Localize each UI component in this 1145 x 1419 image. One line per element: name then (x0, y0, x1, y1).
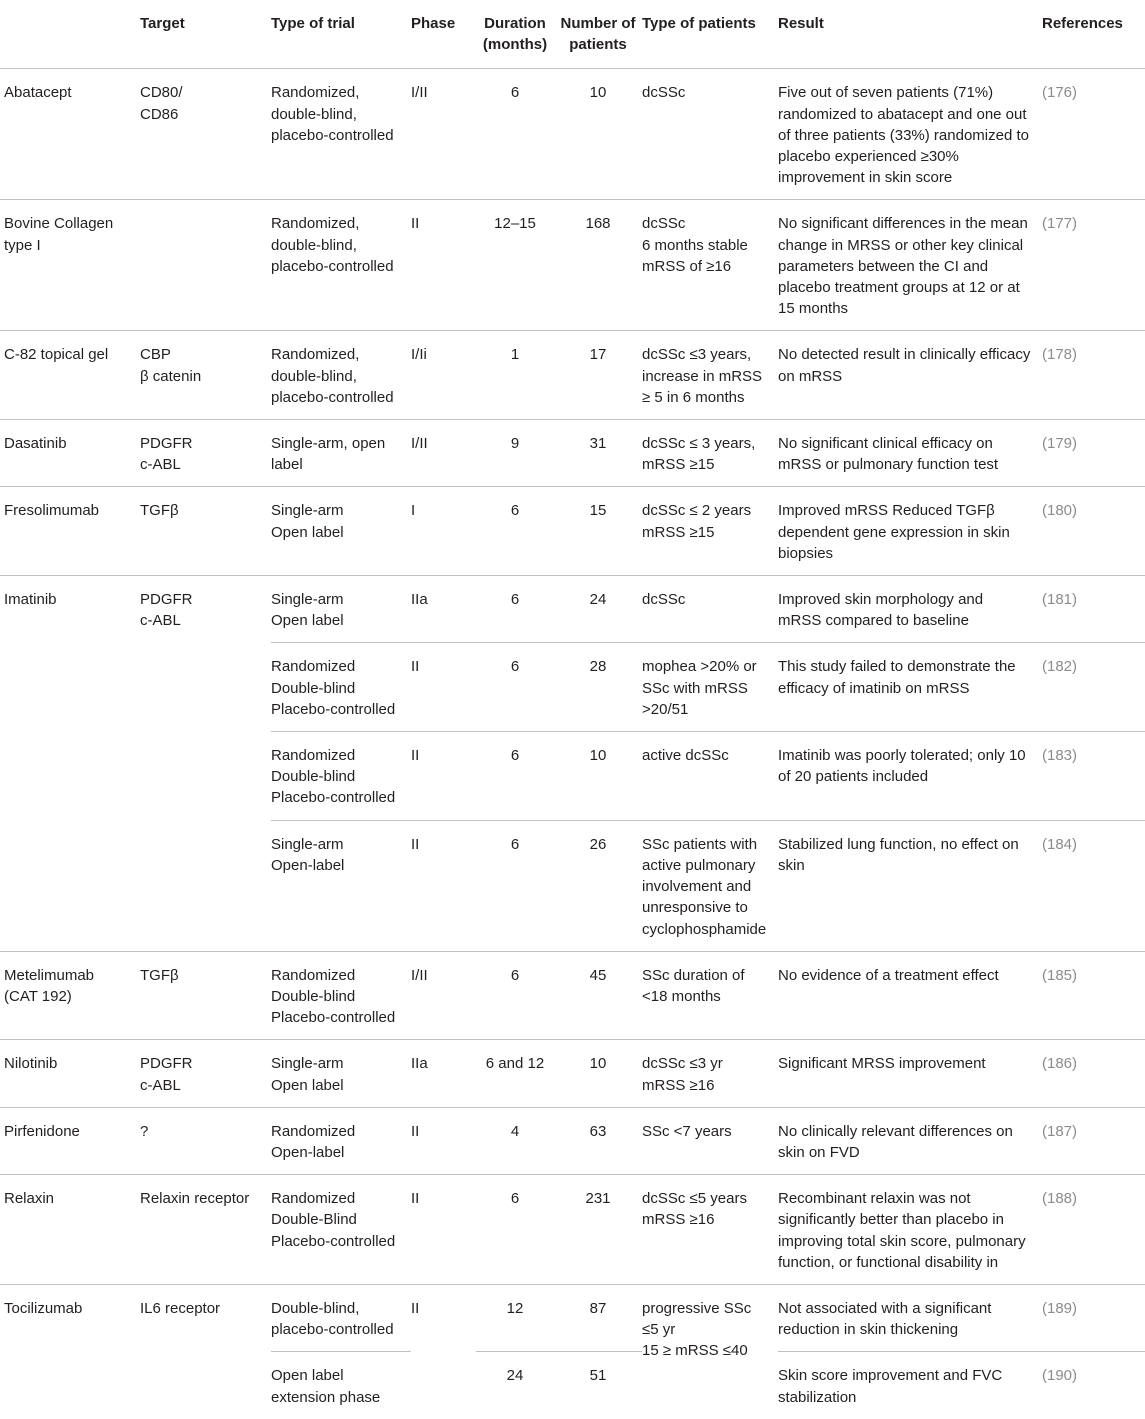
patient-type: dcSSc ≤3 yr mRSS ≥16 (642, 1040, 778, 1107)
trial-type: Open label extension phase (271, 1367, 381, 1406)
result: No evidence of a treatment effect (778, 951, 1042, 1040)
header-patient-type: Type of patients (642, 0, 778, 69)
duration: 6 (476, 951, 554, 1040)
duration: 24 (506, 1367, 524, 1385)
reference-link[interactable]: (184) (1042, 820, 1145, 951)
header-drug (0, 0, 136, 69)
target: TGFβ (136, 951, 271, 1040)
duration: 1 (476, 331, 554, 420)
patient-count: 10 (554, 732, 642, 821)
patient-type: dcSSc ≤5 years mRSS ≥16 (642, 1175, 778, 1285)
reference-link[interactable]: (188) (1042, 1175, 1145, 1285)
drug-name: Pirfenidone (0, 1107, 136, 1174)
duration: 12–15 (476, 200, 554, 331)
duration: 6 (476, 732, 554, 821)
reference-link[interactable]: (177) (1042, 200, 1145, 331)
result: Improved skin morphology and mRSS compared to baseline (778, 576, 1042, 643)
reference-link[interactable]: (185) (1042, 951, 1145, 1040)
patient-count: 10 (554, 69, 642, 200)
drug-name: C-82 topical gel (0, 331, 136, 420)
trial-type: Randomized Double-blind Placebo-controlled (271, 643, 411, 732)
duration: 6 (476, 576, 554, 643)
header-phase: Phase (411, 0, 476, 69)
table-row (0, 1284, 1145, 1351)
trial-type: Randomized Double-blind Placebo-controlled (271, 951, 411, 1040)
patient-type: SSc <7 years (642, 1107, 778, 1174)
phase: II (411, 732, 476, 821)
target: TGFβ (136, 487, 271, 576)
result: Skin score improvement and FVC stabilization (778, 1367, 1003, 1406)
patient-count: 45 (554, 951, 642, 1040)
phase: IIa (411, 1040, 476, 1107)
phase: I/II (411, 420, 476, 487)
patient-type: dcSSc ≤ 3 years, mRSS ≥15 (642, 420, 778, 487)
patient-count: 63 (554, 1107, 642, 1174)
patient-count: 51 (589, 1367, 607, 1385)
phase: IIa (411, 576, 476, 643)
patient-type: mophea >20% or SSc with mRSS >20/51 (642, 643, 778, 732)
patient-count: 10 (554, 1040, 642, 1107)
reference-link[interactable]: (183) (1042, 732, 1145, 821)
header-row (0, 0, 1145, 69)
result: No clinically relevant differences on skin on FVD (778, 1107, 1042, 1174)
duration: 9 (476, 420, 554, 487)
header-target: Target (136, 0, 271, 69)
target: PDGFR c-ABL (136, 576, 271, 952)
trial-type: Single-arm Open-label (271, 820, 411, 951)
phase: I/Ii (411, 331, 476, 420)
phase: II (411, 1299, 420, 1317)
target: CD80/ CD86 (136, 69, 271, 200)
result: No significant differences in the mean change in MRSS or other key clinical parameters between the CI and placebo treatment groups at 12 or at 15 months (778, 200, 1042, 331)
reference-link[interactable]: (181) (1042, 576, 1145, 643)
drug-name: Bovine Collagen type I (0, 200, 136, 331)
phase: II (411, 820, 476, 951)
table-row (0, 1175, 1145, 1285)
trial-type: Randomized, double-blind, placebo-controlled (271, 200, 411, 331)
trial-type: Randomized Double-blind Placebo-controlled (271, 732, 411, 821)
target: IL6 receptor (140, 1299, 221, 1317)
header-patient-count: Number of patients (554, 0, 642, 69)
result: No detected result in clinically efficacy on mRSS (778, 331, 1042, 420)
duration: 6 (476, 643, 554, 732)
reference-link[interactable]: (189) (1042, 1284, 1145, 1351)
phase: I/II (411, 69, 476, 200)
result: Improved mRSS Reduced TGFβ dependent gene expression in skin biopsies (778, 487, 1042, 576)
phase: I/II (411, 951, 476, 1040)
trial-type: Single-arm Open label (271, 576, 411, 643)
phase: II (411, 643, 476, 732)
target: PDGFR c-ABL (136, 420, 271, 487)
patient-type: SSc patients with active pulmonary involvement and unresponsive to cyclophosphamide (642, 820, 778, 951)
trial-type: Single-arm Open label (271, 487, 411, 576)
table-row (0, 69, 1145, 200)
header-trial-type: Type of trial (271, 0, 411, 69)
drug-name: Metelimumab (CAT 192) (0, 951, 136, 1040)
target: Relaxin receptor (136, 1175, 271, 1285)
table-row (0, 420, 1145, 487)
patient-type: dcSSc 6 months stable mRSS of ≥16 (642, 200, 778, 331)
patient-count: 231 (554, 1175, 642, 1285)
reference-link[interactable]: (190) (1042, 1367, 1078, 1385)
duration: 6 (476, 69, 554, 200)
header-references: References (1042, 0, 1145, 69)
patient-type: SSc duration of <18 months (642, 951, 778, 1040)
duration: 12 (476, 1284, 554, 1351)
trial-type: Single-arm, open label (271, 420, 411, 487)
trial-type: Double-blind, placebo-controlled (271, 1284, 411, 1351)
result: Recombinant relaxin was not significantly better than placebo in improving total skin score, pulmonary function, or functional disability in (778, 1175, 1042, 1285)
patient-type: active dcSSc (642, 732, 778, 821)
patient-count: 87 (554, 1284, 642, 1351)
target: CBP β catenin (136, 331, 271, 420)
patient-type: dcSSc (642, 69, 778, 200)
table-row (0, 331, 1145, 420)
header-result: Result (778, 0, 1042, 69)
drug-name: Fresolimumab (0, 487, 136, 576)
duration: 4 (476, 1107, 554, 1174)
drug-name: Abatacept (0, 69, 136, 200)
result: Imatinib was poorly tolerated; only 10 of 20 patients included (778, 732, 1042, 821)
target: ? (136, 1107, 271, 1174)
patient-count: 17 (554, 331, 642, 420)
duration: 6 (476, 1175, 554, 1285)
phase: II (411, 1175, 476, 1285)
result: Five out of seven patients (71%) randomized to abatacept and one out of three patients (33%) randomized to placebo experienced ≥30% improvement in skin score (778, 69, 1042, 200)
trial-type: Randomized, double-blind, placebo-controlled (271, 69, 411, 200)
patient-type: dcSSc ≤3 years, increase in mRSS ≥ 5 in 6 months (642, 331, 778, 420)
patient-count: 24 (554, 576, 642, 643)
result: No significant clinical efficacy on mRSS or pulmonary function test (778, 420, 1042, 487)
patient-count: 28 (554, 643, 642, 732)
result: Significant MRSS improvement (778, 1040, 1042, 1107)
result: This study failed to demonstrate the efficacy of imatinib on mRSS (778, 643, 1042, 732)
target: PDGFR c-ABL (136, 1040, 271, 1107)
trial-type: Randomized Double-Blind Placebo-controlled (271, 1175, 411, 1285)
phase: II (411, 1107, 476, 1174)
reference-link[interactable]: (182) (1042, 643, 1145, 732)
reference-link[interactable]: (187) (1042, 1107, 1145, 1174)
trial-type: Randomized, double-blind, placebo-controlled (271, 331, 411, 420)
table-row (0, 1040, 1145, 1107)
phase (411, 1352, 476, 1419)
drug-name: Imatinib (0, 576, 136, 952)
drug-name: Tocilizumab (4, 1299, 83, 1317)
result: Not associated with a significant reduction in skin thickening (778, 1284, 1042, 1351)
patient-type: dcSSc (642, 576, 778, 643)
trial-type: Single-arm Open label (271, 1040, 411, 1107)
table-row (0, 487, 1145, 576)
patient-count: 26 (554, 820, 642, 951)
patient-type: progressive SSc ≤5 yr 15 ≥ mRSS ≤40 (642, 1299, 752, 1360)
drug-name: Dasatinib (0, 420, 136, 487)
reference-link[interactable]: (178) (1042, 331, 1145, 420)
header-duration: Duration (months) (476, 0, 554, 69)
target (136, 200, 271, 331)
patient-count: 168 (554, 200, 642, 331)
phase: II (411, 200, 476, 331)
drug-name: Relaxin (0, 1175, 136, 1285)
table-row (0, 1107, 1145, 1174)
table-row (0, 200, 1145, 331)
reference-link[interactable]: (176) (1042, 69, 1145, 200)
table-row (0, 576, 1145, 643)
reference-link[interactable]: (180) (1042, 487, 1145, 576)
table-row (0, 951, 1145, 1040)
duration: 6 (476, 487, 554, 576)
reference-link[interactable]: (179) (1042, 420, 1145, 487)
patient-type: dcSSc ≤ 2 years mRSS ≥15 (642, 487, 778, 576)
patient-count: 15 (554, 487, 642, 576)
patient-count: 31 (554, 420, 642, 487)
reference-link[interactable]: (186) (1042, 1040, 1145, 1107)
duration: 6 and 12 (476, 1040, 554, 1107)
trial-type: Randomized Open-label (271, 1107, 411, 1174)
duration: 6 (476, 820, 554, 951)
result: Stabilized lung function, no effect on skin (778, 820, 1042, 951)
drug-name: Nilotinib (0, 1040, 136, 1107)
phase: I (411, 487, 476, 576)
